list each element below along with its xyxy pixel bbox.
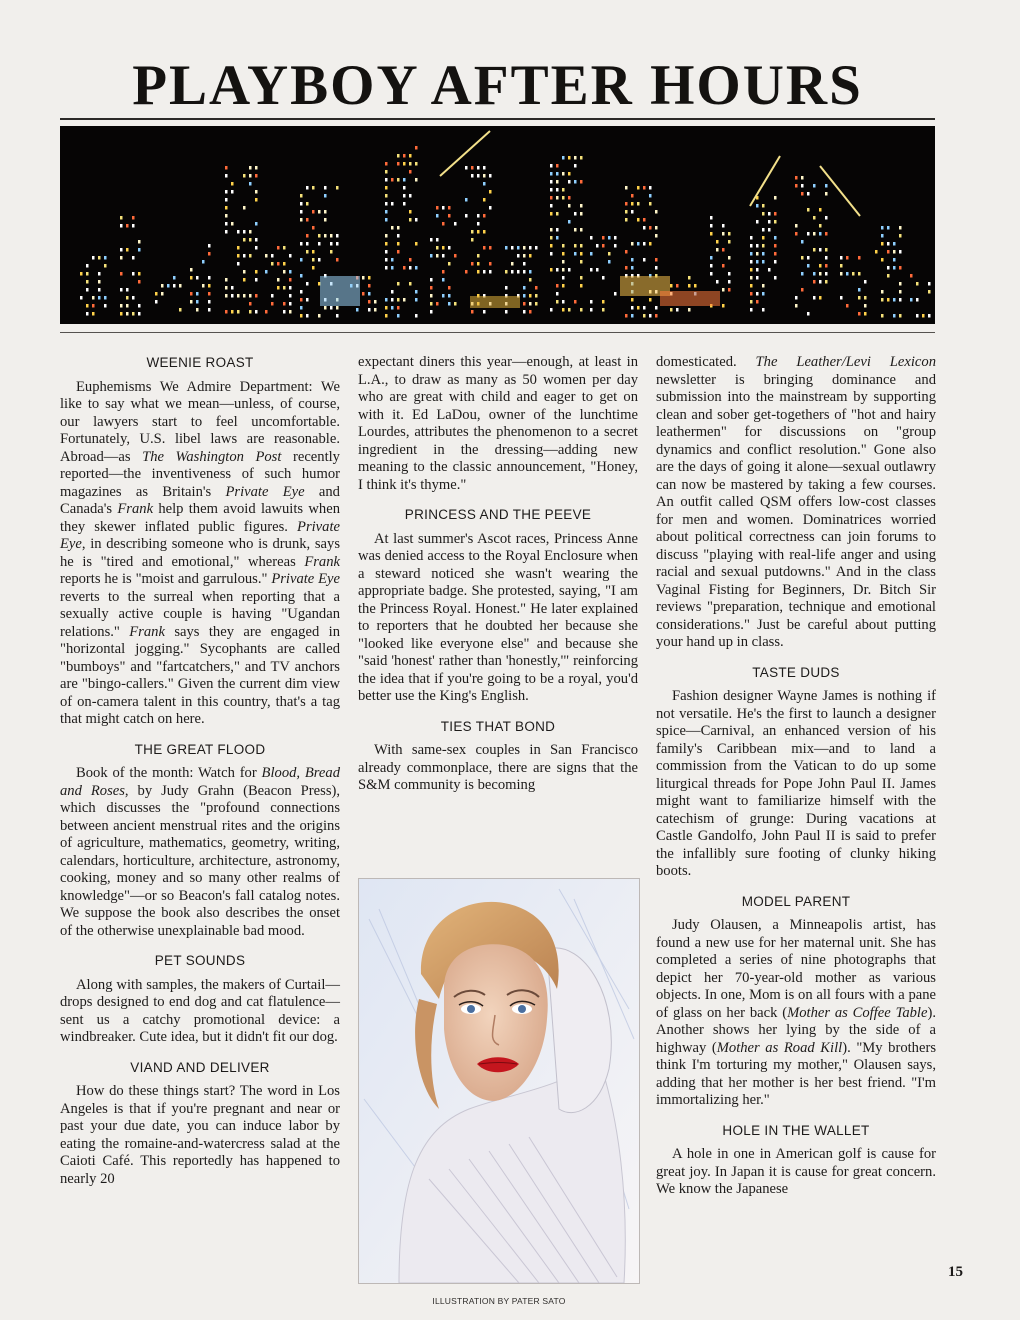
illustration-credit: ILLUSTRATION BY PATER SATO: [432, 1296, 566, 1306]
heading-great-flood: THE GREAT FLOOD: [134, 741, 266, 757]
column-2: [358, 354, 638, 795]
paragraph-great-flood: Book of the month: Watch for Blood, Bread and Roses, by Judy Grahn (Beacon Press), which discusses the "profound connections between ancient menstrual rites and the origins of agriculture, mathematics, geometry, writing, calendars, horticulture, architecture, astronomy, cooking, money and so many other realms of knowledge"—or so Beacon's fall catalog notes. We suppose the book also describes the onset of the otherwise unexplainable bad mood.: [60, 765, 341, 939]
heading-viand-deliver: VIAND AND DELIVER: [130, 1059, 270, 1075]
banner-rule: [60, 332, 935, 333]
column-1: [60, 354, 340, 1188]
heading-ties-bond: TIES THAT BOND: [440, 718, 556, 734]
heading-hole-wallet: HOLE IN THE WALLET: [722, 1122, 870, 1138]
heading-weenie-roast: WEENIE ROAST: [146, 355, 254, 370]
city-skyline-illustration: [60, 126, 935, 324]
paragraph-pet-sounds: Along with samples, the makers of Curtail—drops designed to end dog and cat flatulence—sent us a catchy promotional device: a windbreaker. Cute idea, but it didn't fit our dog.: [60, 976, 340, 1045]
paragraph-viand-deliver: How do these things start? The word in Los Angeles is that if you're pregnant and near or past your due date, you can induce labor by eating the romaine-and-watercress salad at the Caioti Café. This reportedly has happened to nearly 20: [60, 1083, 340, 1187]
heading-princess-peeve: PRINCESS AND THE PEEVE: [404, 507, 592, 522]
portrait-illustration: [358, 878, 640, 1284]
heading-taste-duds: TASTE DUDS: [752, 664, 840, 680]
paragraph-ties-bond-continued: domesticated. The Leather/Levi Lexicon newsletter is bringing dominance and submission into the mainstream by supporting clean and sober get-togethers of "hot and hairy leathermen" for discussions on "group dynamics and conflict resolution." Gone also are the days of going it alone—sexual outlawry can now be mastered by taking a few courses. An outfit called QSM offers low-cost classes for men and women. Dominatrices worried about political correctness can join forums to discuss "playing with real-life anger and using racial and sexual putdowns." And in the class Vaginal Fisting for Beginners, Dr. Bitch Sir reviews "preparation, technique and emotional considerations." Just be careful about putting your hand up in class.: [656, 354, 937, 650]
heading-model-parent: MODEL PARENT: [741, 893, 851, 909]
paragraph-weenie-roast: Euphemisms We Admire Department: We like to say what we mean—unless, of course, our lawyers start to feel uncomfortable. Fortunately, U.S. libel laws are reasonable. Abroad—as The Washington Post recently reported—the inventiveness of such humor magazines as Britain's Private Eye and Canada's Frank help them avoid lawuits when they skewer inflated public figures. Private Eye, in describing someone who is drunk, says he is "tired and emotional," whereas Frank reports he is "moist and garrulous." Private Eye reverts to the surreal when reporting that a sexually active couple is having "Ugandan relations." Frank says they are engaged in "horizontal jogging." Sycophants are called "bumboys" and "fartcatchers," and TV anchors are "bingo-callers." Given the current dim view of on-camera talent in this country, that's a tag that might catch on here.: [60, 378, 341, 727]
paragraph-hole-wallet: A hole in one in American golf is cause for great joy. In Japan it is cause for great concern. We know the Japanese: [656, 1146, 936, 1197]
column-3: [656, 354, 936, 1199]
masthead-rule: [60, 118, 935, 120]
paragraph-taste-duds: Fashion designer Wayne James is nothing if not versatile. He's the first to launch a designer spice—Carnival, an enhanced version of his family's Caribbean mix—and to land a commission from the Vatican to do up some liturgical threads for Pope John Paul II. James might want to familiarize himself with the catechism of grunge: During vacations at Castle Gandolfo, John Paul II is said to prefer the infallibly sure footing of clunky hiking boots.: [656, 688, 936, 879]
heading-pet-sounds: PET SOUNDS: [154, 953, 246, 968]
paragraph-viand-deliver-continued: expectant diners this year—enough, at least in L.A., to draw as many as 50 women per day who are great with child and eager to get on with it. Ed LaDou, owner of the lunchtime Lourdes, attributes the phenomenon to a secret ingredient in the dressing—adding new meaning to the classic announcement, "Honey, I think it's thyme.": [358, 354, 638, 493]
portrait-drawing: [359, 879, 639, 1283]
skyline-drawing: [60, 126, 935, 324]
paragraph-model-parent: Judy Olausen, a Minneapolis artist, has found a new use for her maternal unit. She has completed a series of nine photographs that depict her 70-year-old mother as various objects. In one, Mom is on all fours with a pane of glass on her back (Mother as Coffee Table). Another shows her lying by the side of a highway (Mother as Road Kill). "My brothers think I'm torturing my mother," Olausen says, adding that her mother is her best friend. "I'm immortalizing her.": [656, 917, 936, 1108]
masthead-title: PLAYBOY AFTER HOURS: [132, 54, 863, 117]
paragraph-ties-bond: With same-sex couples in San Francisco already commonplace, there are signs that the S&M community is becoming: [358, 742, 638, 793]
page-number: 15: [948, 1264, 963, 1280]
paragraph-princess-peeve: At last summer's Ascot races, Princess Anne was denied access to the Royal Enclosure when a steward noticed she wasn't wearing the appropriate badge. She protested, saying, "I am the Princess Royal. Honest." He later explained to reporters that he doubted her because she "looked like everyone else" and because she "said 'honest' rather than 'honestly,'" reinforcing the idea that if you're going to be a royal, you'd better use the King's English.: [358, 530, 638, 704]
